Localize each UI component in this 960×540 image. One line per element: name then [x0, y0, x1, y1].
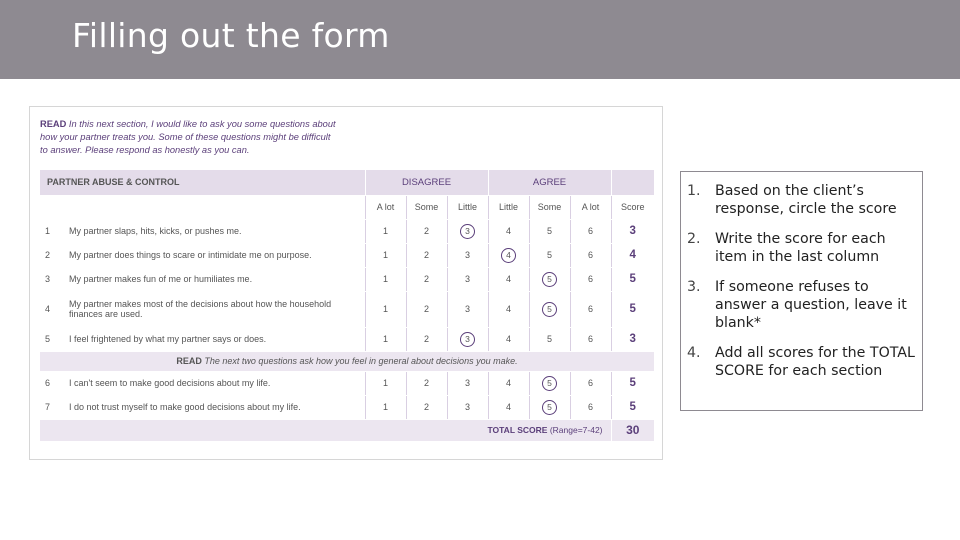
rating-cell: 5	[529, 219, 570, 243]
rating-cell: 2	[406, 267, 447, 291]
band-read-label: READ	[176, 356, 202, 366]
score-header-blank	[611, 170, 654, 195]
instruction-text: Based on the client’s response, circle the score	[715, 183, 897, 217]
rating-cell: 2	[406, 291, 447, 327]
question-number: 1	[40, 219, 62, 243]
circled-rating: 5	[542, 400, 557, 415]
column-header: A lot	[570, 195, 611, 219]
rating-cell: 6	[570, 219, 611, 243]
rating-cell: 2	[406, 395, 447, 419]
rating-cell	[529, 291, 570, 327]
rating-cell: 1	[365, 371, 406, 395]
instruction-text: If someone refuses to answer a question, leave it blank*	[715, 279, 907, 331]
question-text: I can't seem to make good decisions about my life.	[62, 371, 365, 395]
rating-cell: 4	[488, 395, 529, 419]
rating-cell: 3	[447, 291, 488, 327]
score-value: 4	[611, 243, 654, 267]
question-number: 3	[40, 267, 62, 291]
circled-rating: 5	[542, 302, 557, 317]
question-row	[40, 371, 654, 395]
rating-cell: 5	[529, 327, 570, 351]
total-score-value: 30	[611, 419, 654, 441]
rating-cell: 4	[488, 371, 529, 395]
rating-cell: 6	[570, 395, 611, 419]
rating-cell: 3	[447, 243, 488, 267]
rating-cell	[529, 395, 570, 419]
agree-header: AGREE	[488, 170, 611, 195]
column-header-score: Score	[611, 195, 654, 219]
score-value: 5	[611, 395, 654, 419]
column-header: Little	[488, 195, 529, 219]
rating-cell	[447, 327, 488, 351]
score-value: 3	[611, 219, 654, 243]
read-band-row	[40, 351, 654, 371]
instruction-number: 4.	[687, 345, 701, 361]
question-row	[40, 291, 654, 327]
slide-title: Filling out the form	[72, 16, 390, 55]
total-range-text: (Range=7-42)	[547, 425, 603, 435]
rating-cell: 6	[570, 327, 611, 351]
total-score-label	[40, 419, 611, 441]
intro-read-label: READ	[40, 119, 67, 129]
question-text: My partner slaps, hits, kicks, or pushes me.	[62, 219, 365, 243]
question-number: 4	[40, 291, 62, 327]
rating-cell: 6	[570, 371, 611, 395]
instruction-number: 2.	[687, 231, 701, 247]
column-header-blank	[40, 195, 365, 219]
column-header-row	[40, 195, 654, 219]
rating-cell: 4	[488, 291, 529, 327]
question-text: I do not trust myself to make good decisions about my life.	[62, 395, 365, 419]
circled-rating: 3	[460, 224, 475, 239]
question-row	[40, 267, 654, 291]
rating-cell: 4	[488, 267, 529, 291]
score-value: 5	[611, 291, 654, 327]
instruction-item	[687, 230, 915, 266]
section-title: PARTNER ABUSE & CONTROL	[40, 170, 365, 195]
rating-cell: 1	[365, 267, 406, 291]
rating-cell: 2	[406, 219, 447, 243]
intro-text: In this next section, I would like to ask you some questions about how your partner treats you. Some of these questions might be difficult to answer. Please respond as honestly as you can.	[40, 119, 336, 155]
rating-cell: 1	[365, 219, 406, 243]
instruction-text: Add all scores for the TOTAL SCORE for each section	[715, 345, 915, 379]
circled-rating: 3	[460, 332, 475, 347]
circled-rating: 5	[542, 376, 557, 391]
question-number: 5	[40, 327, 62, 351]
rating-cell: 3	[447, 395, 488, 419]
rating-cell: 1	[365, 395, 406, 419]
rating-cell: 6	[570, 243, 611, 267]
question-text: I feel frightened by what my partner says or does.	[62, 327, 365, 351]
circled-rating: 4	[501, 248, 516, 263]
question-text: My partner makes most of the decisions about how the household finances are used.	[62, 291, 365, 327]
question-number: 7	[40, 395, 62, 419]
rating-cell: 2	[406, 371, 447, 395]
rating-cell: 5	[529, 243, 570, 267]
rating-cell: 3	[447, 267, 488, 291]
circled-rating: 5	[542, 272, 557, 287]
rating-cell	[529, 267, 570, 291]
question-row	[40, 327, 654, 351]
total-score-row	[40, 419, 654, 441]
rating-cell: 4	[488, 327, 529, 351]
instructions-list	[687, 182, 915, 392]
question-text: My partner makes fun of me or humiliates me.	[62, 267, 365, 291]
question-row	[40, 395, 654, 419]
rating-cell: 2	[406, 327, 447, 351]
question-row	[40, 219, 654, 243]
rating-cell: 1	[365, 327, 406, 351]
score-value: 3	[611, 327, 654, 351]
instruction-number: 1.	[687, 183, 701, 199]
instruction-item	[687, 344, 915, 380]
score-value: 5	[611, 267, 654, 291]
instruction-text: Write the score for each item in the last column	[715, 231, 886, 265]
instruction-item	[687, 278, 915, 332]
instructions-box	[680, 171, 923, 411]
column-header: A lot	[365, 195, 406, 219]
instruction-number: 3.	[687, 279, 701, 295]
form-intro	[40, 118, 340, 157]
question-text: My partner does things to scare or intimidate me on purpose.	[62, 243, 365, 267]
column-header: Some	[529, 195, 570, 219]
rating-cell	[529, 371, 570, 395]
band-text: The next two questions ask how you feel in general about decisions you make.	[201, 356, 518, 366]
rating-cell: 2	[406, 243, 447, 267]
column-header: Some	[406, 195, 447, 219]
rating-cell: 6	[570, 291, 611, 327]
score-value: 5	[611, 371, 654, 395]
rating-cell: 1	[365, 243, 406, 267]
question-number: 2	[40, 243, 62, 267]
rating-cell: 3	[447, 371, 488, 395]
question-row	[40, 243, 654, 267]
rating-cell	[488, 243, 529, 267]
assessment-table	[40, 170, 654, 442]
total-label-text: TOTAL SCORE	[487, 425, 548, 435]
rating-cell: 6	[570, 267, 611, 291]
rating-cell: 4	[488, 219, 529, 243]
column-header: Little	[447, 195, 488, 219]
disagree-header: DISAGREE	[365, 170, 488, 195]
question-number: 6	[40, 371, 62, 395]
rating-cell: 1	[365, 291, 406, 327]
instruction-item	[687, 182, 915, 218]
section-header-row	[40, 170, 654, 195]
read-band	[40, 351, 654, 371]
rating-cell	[447, 219, 488, 243]
